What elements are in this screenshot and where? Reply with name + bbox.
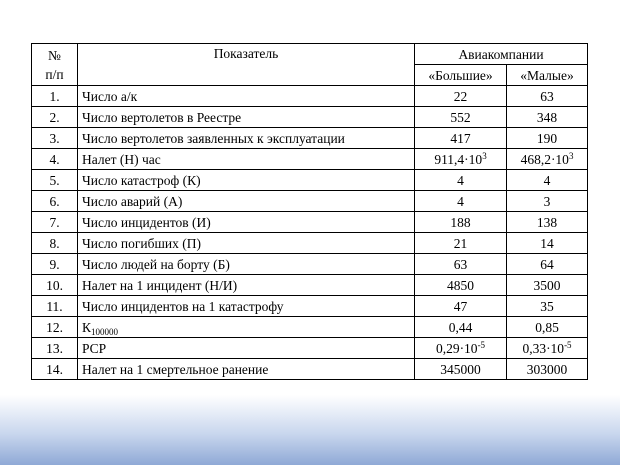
table-row: [32, 128, 588, 149]
header-number-line2: п/п: [45, 66, 64, 82]
table-row: [32, 296, 588, 317]
big-value-exponent: -5: [477, 339, 486, 350]
row-big-value: [415, 149, 507, 170]
table-row: [32, 275, 588, 296]
slide-background-gradient: [0, 395, 620, 465]
row-number: 1.: [32, 86, 78, 107]
table-row: [32, 149, 588, 170]
small-value-exponent: -5: [564, 339, 572, 350]
row-label: Налет на 1 инцидент (Н/И): [78, 275, 415, 296]
big-value-base: 911,4·10: [434, 151, 483, 167]
table-row: [32, 212, 588, 233]
row-big-value: 21: [415, 233, 507, 254]
row-big-value: 63: [415, 254, 507, 275]
row-big-value: 22: [415, 86, 507, 107]
row-small-value: 348: [507, 107, 588, 128]
row-small-value: 190: [507, 128, 588, 149]
row-big-value: 345000: [415, 359, 507, 380]
row-label: Налет (Н) час: [78, 149, 415, 170]
table-row: [32, 191, 588, 212]
table-row: [32, 317, 588, 338]
header-small: «Малые»: [507, 65, 588, 86]
row-small-value: 35: [507, 296, 588, 317]
row-label: Число аварий (А): [78, 191, 415, 212]
row-label: Число людей на борту (Б): [78, 254, 415, 275]
small-value-base: 468,2·10: [520, 151, 569, 167]
row-small-value: 0,85: [507, 317, 588, 338]
row-number: 5.: [32, 170, 78, 191]
table-row: [32, 338, 588, 359]
row-label: Число погибших (П): [78, 233, 415, 254]
small-value-base: 0,33·10: [522, 340, 565, 356]
row-label: Число вертолетов в Реестре: [78, 107, 415, 128]
small-value-exponent: 3: [568, 150, 574, 161]
table-row: [32, 233, 588, 254]
row-number: 10.: [32, 275, 78, 296]
row-label: Число катастроф (К): [78, 170, 415, 191]
row-number: 14.: [32, 359, 78, 380]
row-big-value: 4: [415, 170, 507, 191]
row-label: Число инцидентов на 1 катастрофу: [78, 296, 415, 317]
row-small-value: 138: [507, 212, 588, 233]
row-big-value: 4850: [415, 275, 507, 296]
row-number: 4.: [32, 149, 78, 170]
table-row: [32, 107, 588, 128]
row-small-value: 3: [507, 191, 588, 212]
row-big-value: 0,44: [415, 317, 507, 338]
row-small-value: 64: [507, 254, 588, 275]
row-small-value: 14: [507, 233, 588, 254]
table-header-row: [32, 44, 588, 65]
header-number: [32, 44, 78, 86]
header-number-line1: №: [48, 47, 61, 63]
row-small-value: 303000: [507, 359, 588, 380]
row-small-value: 3500: [507, 275, 588, 296]
table-row: [32, 254, 588, 275]
table-row: [32, 170, 588, 191]
row-small-value: 63: [507, 86, 588, 107]
header-airlines: Авиакомпании: [415, 44, 588, 65]
table-row: [32, 359, 588, 380]
row-number: 3.: [32, 128, 78, 149]
row-big-value: 552: [415, 107, 507, 128]
row-number: 7.: [32, 212, 78, 233]
row-label-subscript: 100000: [91, 326, 119, 337]
big-value-exponent: 3: [482, 150, 487, 161]
row-label: Число инцидентов (И): [78, 212, 415, 233]
row-small-value: [507, 149, 588, 170]
row-number: 2.: [32, 107, 78, 128]
big-value-base: 0,29·10: [435, 340, 478, 356]
row-big-value: 47: [415, 296, 507, 317]
row-big-value: 417: [415, 128, 507, 149]
row-label: РСР: [78, 338, 415, 359]
row-small-value: 4: [507, 170, 588, 191]
row-small-value: [507, 338, 588, 359]
row-label-base: К: [82, 319, 92, 335]
row-label: Налет на 1 смертельное ранение: [78, 359, 415, 380]
row-number: 11.: [32, 296, 78, 317]
header-big: «Большие»: [415, 65, 507, 86]
table-row: [32, 86, 588, 107]
row-big-value: 4: [415, 191, 507, 212]
row-number: 8.: [32, 233, 78, 254]
header-indicator: Показатель: [78, 44, 415, 86]
row-big-value: 188: [415, 212, 507, 233]
row-number: 6.: [32, 191, 78, 212]
row-number: 13.: [32, 338, 78, 359]
statistics-table: [31, 43, 588, 380]
row-label: Число а/к: [78, 86, 415, 107]
row-number: 12.: [32, 317, 78, 338]
row-number: 9.: [32, 254, 78, 275]
row-label: Число вертолетов заявленных к эксплуатации: [78, 128, 415, 149]
row-big-value: [415, 338, 507, 359]
row-label: [78, 317, 415, 338]
